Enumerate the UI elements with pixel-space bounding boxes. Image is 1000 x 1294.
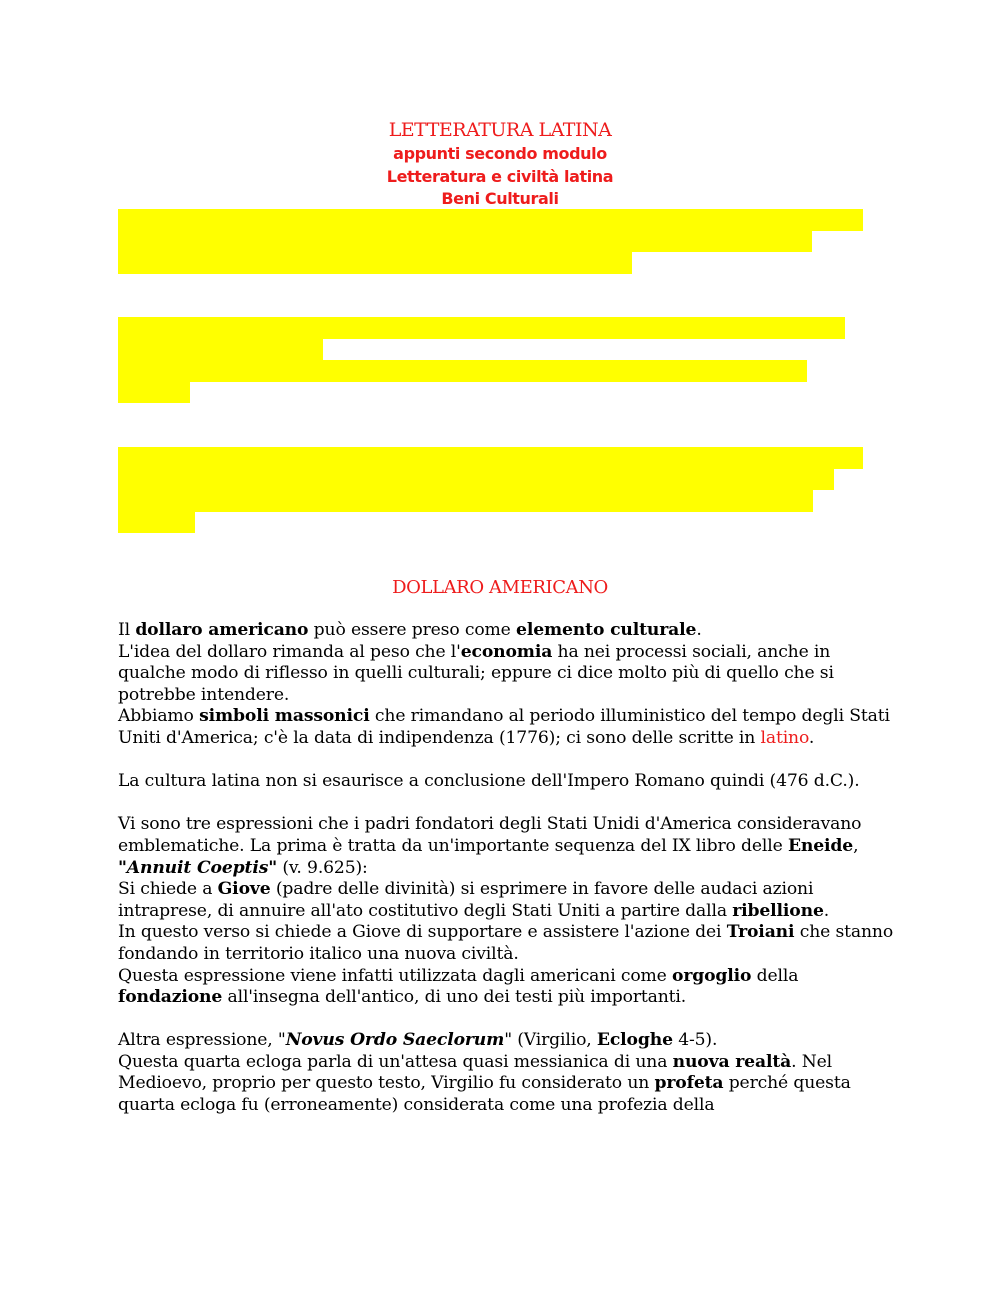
document-subtitle-degree: Beni Culturali bbox=[441, 189, 559, 208]
highlight-bar bbox=[118, 447, 863, 469]
bold-term: nuova realtà bbox=[672, 1051, 792, 1072]
bold-term: Giove bbox=[217, 879, 271, 900]
text-run: Il bbox=[118, 620, 136, 640]
bold-italic-quote: Novus Ordo Saeclorum bbox=[285, 1030, 505, 1051]
body-text bbox=[118, 620, 898, 1117]
paragraph bbox=[118, 966, 898, 1009]
text-run: della bbox=[751, 965, 799, 986]
paragraph bbox=[118, 771, 898, 793]
paragraph bbox=[118, 814, 898, 879]
bold-term: orgoglio bbox=[672, 965, 752, 986]
text-run: all'insegna dell'antico, di uno dei testi più importanti. bbox=[222, 987, 687, 1008]
highlight-bar bbox=[118, 469, 834, 491]
bold-term: dollaro americano bbox=[135, 620, 309, 640]
bold-term: fondazione bbox=[118, 987, 223, 1008]
bold-term: ribellione bbox=[732, 900, 824, 921]
text-run: . Nel Medioevo, proprio per questo testo, Virgilio fu considerato un bbox=[118, 1051, 832, 1094]
bold-term: simboli massonici bbox=[199, 706, 370, 727]
document-header bbox=[0, 117, 1000, 211]
highlight-bar bbox=[118, 252, 632, 274]
text-run: , bbox=[853, 835, 859, 856]
highlight-bar bbox=[118, 382, 190, 404]
paragraph-gap bbox=[118, 793, 898, 815]
paragraph bbox=[118, 879, 898, 922]
text-run: Altra espressione, " bbox=[118, 1030, 286, 1051]
text-run: Vi sono tre espressioni che i padri fondatori degli Stati Unidi d'America consideravano emblematiche. La prima è tratta da un'importante sequenza del IX libro delle bbox=[118, 814, 862, 856]
paragraph bbox=[118, 706, 898, 749]
bold-term: Ecloghe bbox=[596, 1030, 673, 1051]
highlight-bar bbox=[118, 360, 807, 382]
text-run: (padre delle divinità) si esprimere in favore delle audaci azioni intraprese, di annuire all'ato costitutivo degli Stati Uniti a partire dalla bbox=[118, 879, 814, 921]
text-run: Abbiamo bbox=[118, 706, 200, 727]
document-subtitle-course: Letteratura e civiltà latina bbox=[386, 166, 614, 186]
paragraph bbox=[118, 1052, 898, 1117]
bold-italic-quote: "Annuit Coeptis" bbox=[118, 857, 278, 878]
document-subtitle-module: appunti secondo modulo bbox=[393, 144, 607, 163]
text-run: Questa quarta ecloga parla di un'attesa quasi messianica di una bbox=[118, 1051, 673, 1072]
bold-term: Troiani bbox=[726, 922, 795, 943]
highlight-bar bbox=[118, 512, 195, 534]
paragraph-gap bbox=[118, 1009, 898, 1031]
highlight-bar bbox=[118, 209, 863, 231]
highlight-bar bbox=[118, 490, 813, 512]
bold-term: elemento culturale bbox=[516, 620, 697, 640]
paragraph bbox=[118, 620, 898, 642]
text-run: Questa espressione viene infatti utilizzata dagli americani come bbox=[118, 965, 673, 986]
text-run: 4-5). bbox=[672, 1030, 718, 1051]
paragraph bbox=[118, 642, 898, 707]
section-title: DOLLARO AMERICANO bbox=[392, 577, 608, 598]
text-run: che stanno fondando in territorio italico una nuova civiltà. bbox=[118, 922, 894, 964]
text-run: può essere preso come bbox=[308, 620, 517, 640]
text-run: (v. 9.625): bbox=[277, 857, 368, 878]
text-run: . bbox=[696, 620, 702, 640]
paragraph bbox=[118, 922, 898, 965]
bold-term: profeta bbox=[654, 1073, 724, 1094]
text-run: Si chiede a bbox=[118, 879, 218, 900]
highlight-bar bbox=[118, 339, 323, 361]
text-run: In questo verso si chiede a Giove di supportare e assistere l'azione dei bbox=[118, 922, 727, 943]
bold-term: Eneide bbox=[787, 835, 854, 856]
text-run: che rimandano al periodo illuministico del tempo degli Stati Uniti d'America; c'è la data di indipendenza (1776); ci sono delle scritte in bbox=[118, 706, 890, 748]
text-run: " (Virgilio, bbox=[504, 1030, 597, 1051]
text-run: ha nei processi sociali, anche in qualche modo di riflesso in quelli culturali; eppure ci dice molto più di quello che si potrebbe intendere. bbox=[118, 641, 834, 705]
text-run: perché questa quarta ecloga fu (erroneamente) considerata come una profezia della bbox=[118, 1073, 851, 1116]
text-run: . bbox=[823, 900, 830, 921]
red-term: latino bbox=[760, 727, 809, 748]
text-run: . bbox=[808, 727, 815, 748]
highlight-bar bbox=[118, 231, 812, 253]
paragraph-gap bbox=[118, 750, 898, 772]
paragraph bbox=[118, 1030, 898, 1052]
document-title: LETTERATURA LATINA bbox=[388, 119, 612, 141]
text-run: L'idea del dollaro rimanda al peso che l' bbox=[118, 641, 461, 662]
bold-term: economia bbox=[460, 641, 553, 662]
highlight-bar bbox=[118, 317, 845, 339]
text-run: La cultura latina non si esaurisce a conclusione dell'Impero Romano quindi (476 d.C.). bbox=[118, 771, 860, 792]
